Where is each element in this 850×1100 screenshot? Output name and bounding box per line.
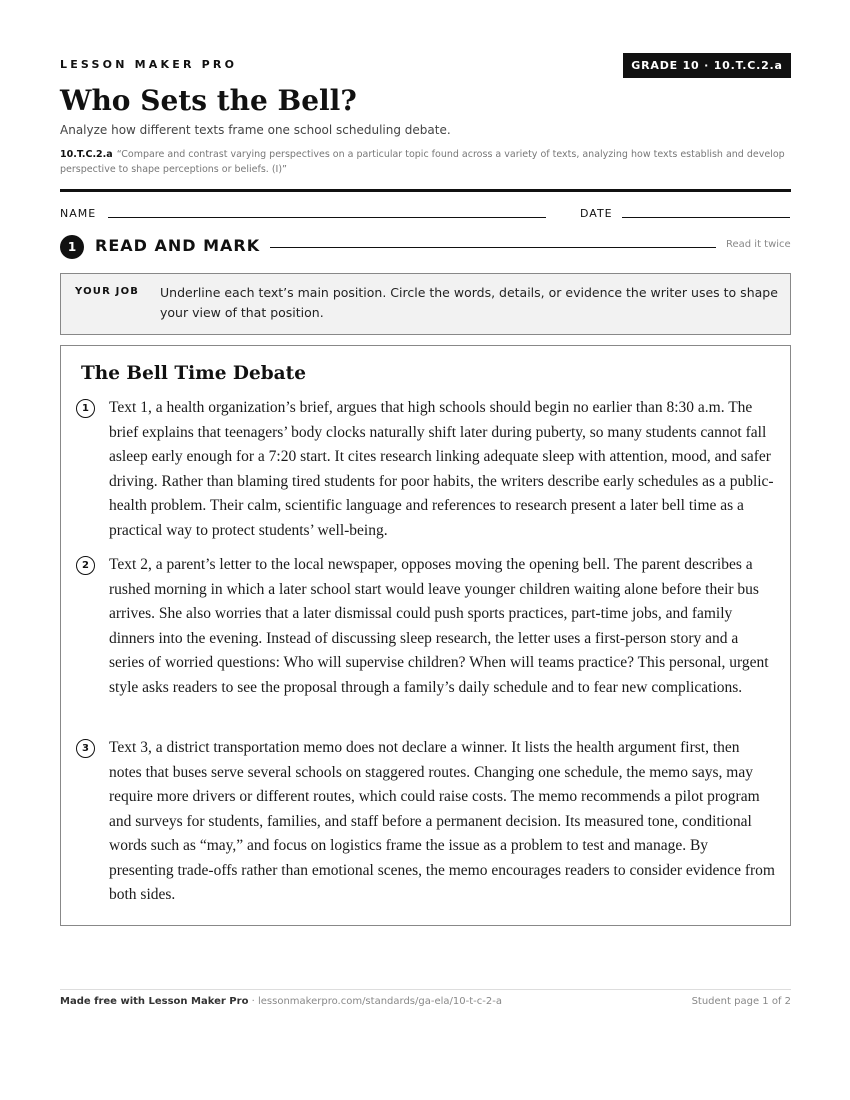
paragraph-3: Text 3, a district transportation memo does not declare a winner. It lists the health argument first, then notes that buses serve several schools on staggered routes. Changing one schedule, the memo says, may require more drivers or different routes, which could raise costs. The memo recommends a pilot program and surveys for students, families, and staff before a permanent decision. Its measured tone, conditional words such as “may,” and focus on logistics frame the issue as a problem to test and manage. By presenting trade-offs rather than emotional scenes, the memo encourages readers to consider evidence from both sides. (109, 739, 775, 903)
brand-name: LESSON MAKER PRO (60, 58, 238, 71)
section-number-badge: 1 (60, 235, 84, 259)
standard-description (60, 147, 790, 177)
section-hint: Read it twice (726, 239, 791, 250)
paragraph-number-3: 3 (76, 739, 95, 758)
section-divider (270, 247, 716, 248)
passage-heading: The Bell Time Debate (81, 363, 306, 384)
name-label: NAME (60, 207, 97, 220)
footer-divider (60, 989, 791, 990)
date-field[interactable] (622, 217, 790, 218)
paragraph-number-2: 2 (76, 556, 95, 575)
header-divider (60, 189, 791, 192)
paragraph-number-1: 1 (76, 399, 95, 418)
reading-passage-box (60, 345, 791, 926)
footer-page-number: Student page 1 of 2 (691, 996, 791, 1007)
standard-text: “Compare and contrast varying perspectives on a particular topic found across a variety of texts, analyzing how texts establish and develop perspective to shape perceptions or beliefs. (I)” (60, 149, 785, 175)
job-text: Underline each text’s main position. Circle the words, details, or evidence the writer uses to shape your view of that position. (160, 285, 778, 320)
job-label: YOUR JOB (75, 286, 140, 297)
job-instructions-box (60, 273, 791, 335)
footer-made-with: Made free with Lesson Maker Pro (60, 996, 249, 1007)
page-title: Who Sets the Bell? (60, 84, 357, 117)
section-title: READ AND MARK (95, 236, 261, 255)
page-subtitle: Analyze how different texts frame one school scheduling debate. (60, 123, 451, 137)
paragraph-1: Text 1, a health organization’s brief, argues that high schools should begin no earlier than 8:30 a.m. The brief explains that teenagers’ body clocks naturally shift later during puberty, so many students cannot fall asleep early enough for a 7:20 start. It cites research linking adequate sleep with attention, mood, and safer driving. Rather than blaming tired students for poor habits, the writers describe early schedules as a public-health problem. Their calm, scientific language and references to research present a later bell time as a practical way to protect students’ well-being. (109, 399, 774, 539)
standard-code: 10.T.C.2.a (60, 149, 113, 160)
name-field[interactable] (108, 217, 546, 218)
footer-url[interactable]: · lessonmakerpro.com/standards/ga-ela/10-t-c-2-a (248, 996, 502, 1007)
paragraph-2: Text 2, a parent’s letter to the local newspaper, opposes moving the opening bell. The parent describes a rushed morning in which a later school start would leave younger children waiting alone before their bus arrives. She also worries that a later dismissal could push sports practices, part-time jobs, and family dinners into the evening. Instead of discussing sleep research, the letter uses a first-person story and a series of worried questions: Who will supervise children? When will teams practice? This personal, urgent style asks readers to see the proposal through a family’s daily schedule and to fear new complications. (109, 556, 769, 696)
grade-badge: GRADE 10 · 10.T.C.2.a (623, 53, 791, 78)
date-label: DATE (580, 207, 613, 220)
footer-credit (60, 996, 502, 1007)
